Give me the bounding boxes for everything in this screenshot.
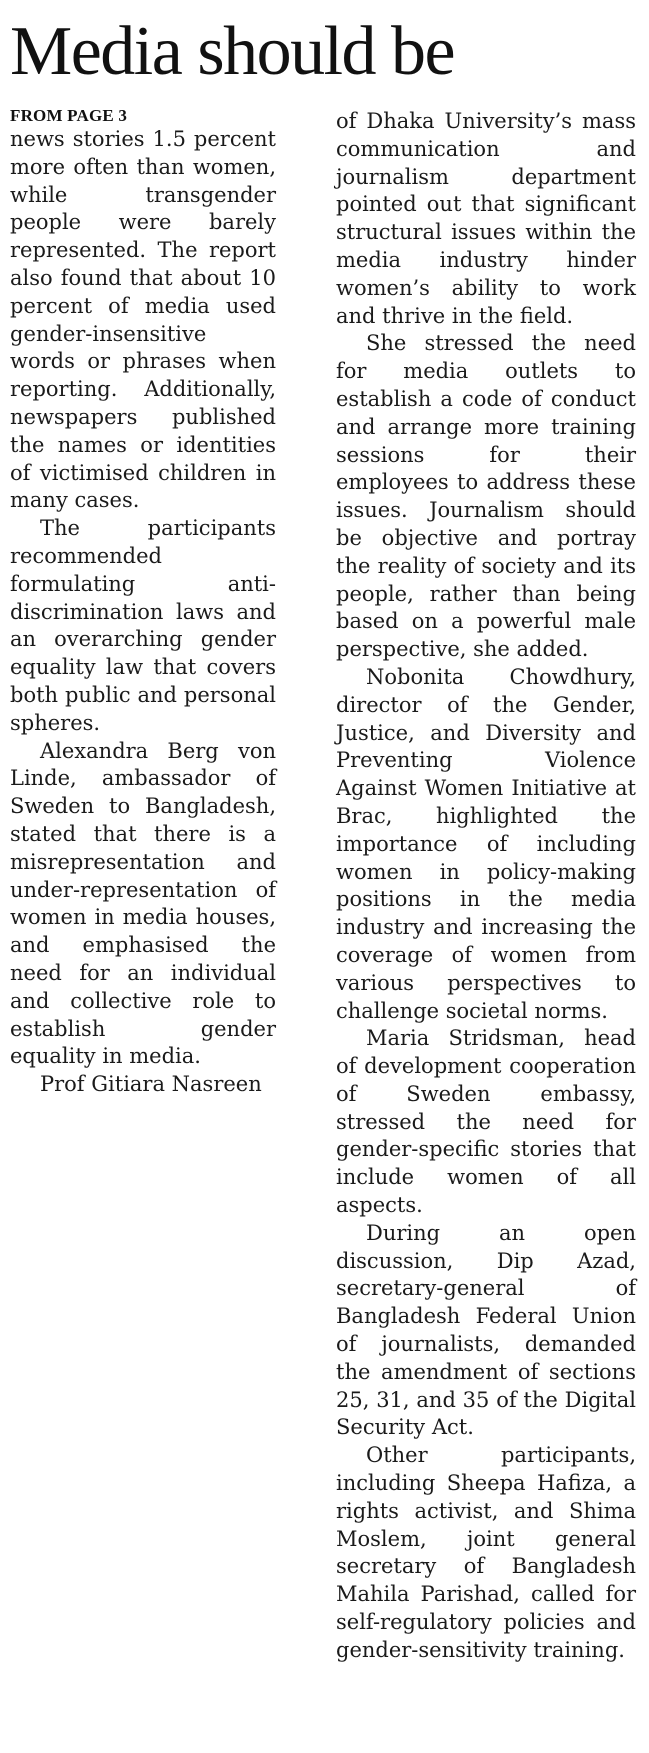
left-column [10, 106, 276, 1099]
paragraph-6: Nobonita Chowdhury, director of the Gender, Justice, and Diversity and Preventing Violence Against Women Initiative at Brac, highlighted the importance of including women in policy-making positions in the media industry and increasing the coverage of women from various perspectives to challenge societal norms. [336, 664, 636, 1023]
paragraph-7: Maria Stridsman, head of development cooperation of Sweden embassy, stressed the need for gender-specific stories that include women of all aspects. [336, 1026, 636, 1218]
paragraph-8: During an open discussion, Dip Azad, secretary-general of Bangladesh Federal Union of journalists, demanded the amendment of sections 25, 31, and 35 of the Digital Security Act. [336, 1220, 636, 1440]
paragraph-2: The participants recommended formulating anti-discrimination laws and an overarching gender equality law that covers both public and personal spheres. [10, 516, 276, 735]
right-column [336, 108, 636, 1665]
paragraph-4-continued: of Dhaka University’s mass communication and journalism department pointed out that significant structural issues within the media industry hinder women’s ability to work and thrive in the field. [336, 109, 636, 328]
paragraph-1: news stories 1.5 percent more often than women, while transgender people were barely represented. The report also found that about 10 percent of media used gender-insensitive words or phrases when reporting. Additionally, newspapers published the names or identities of victimised children in many cases. [10, 127, 276, 513]
paragraph-5: She stressed the need for media outlets to establish a code of conduct and arrange more training sessions for their employees to address these issues. Journalism should be objective and portray the reality of society and its people, rather than being based on a powerful male perspective, she added. [336, 331, 636, 662]
paragraph-4-start: Prof Gitiara Nasreen [40, 1072, 262, 1097]
paragraph-9: Other participants, including Sheepa Hafiza, a rights activist, and Shima Moslem, joint general secretary of Bangladesh Mahila Parishad, called for self-regulatory policies and gender-sensitivity training. [336, 1443, 636, 1662]
paragraph-3: Alexandra Berg von Linde, ambassador of Sweden to Bangladesh, stated that there is a misrepresentation and under-representation of women in media houses, and emphasised the need for an individual and collective role to establish gender equality in media. [10, 738, 276, 1069]
jump-label: FROM PAGE 3 [10, 106, 128, 125]
article-headline: Media should be [10, 13, 455, 90]
